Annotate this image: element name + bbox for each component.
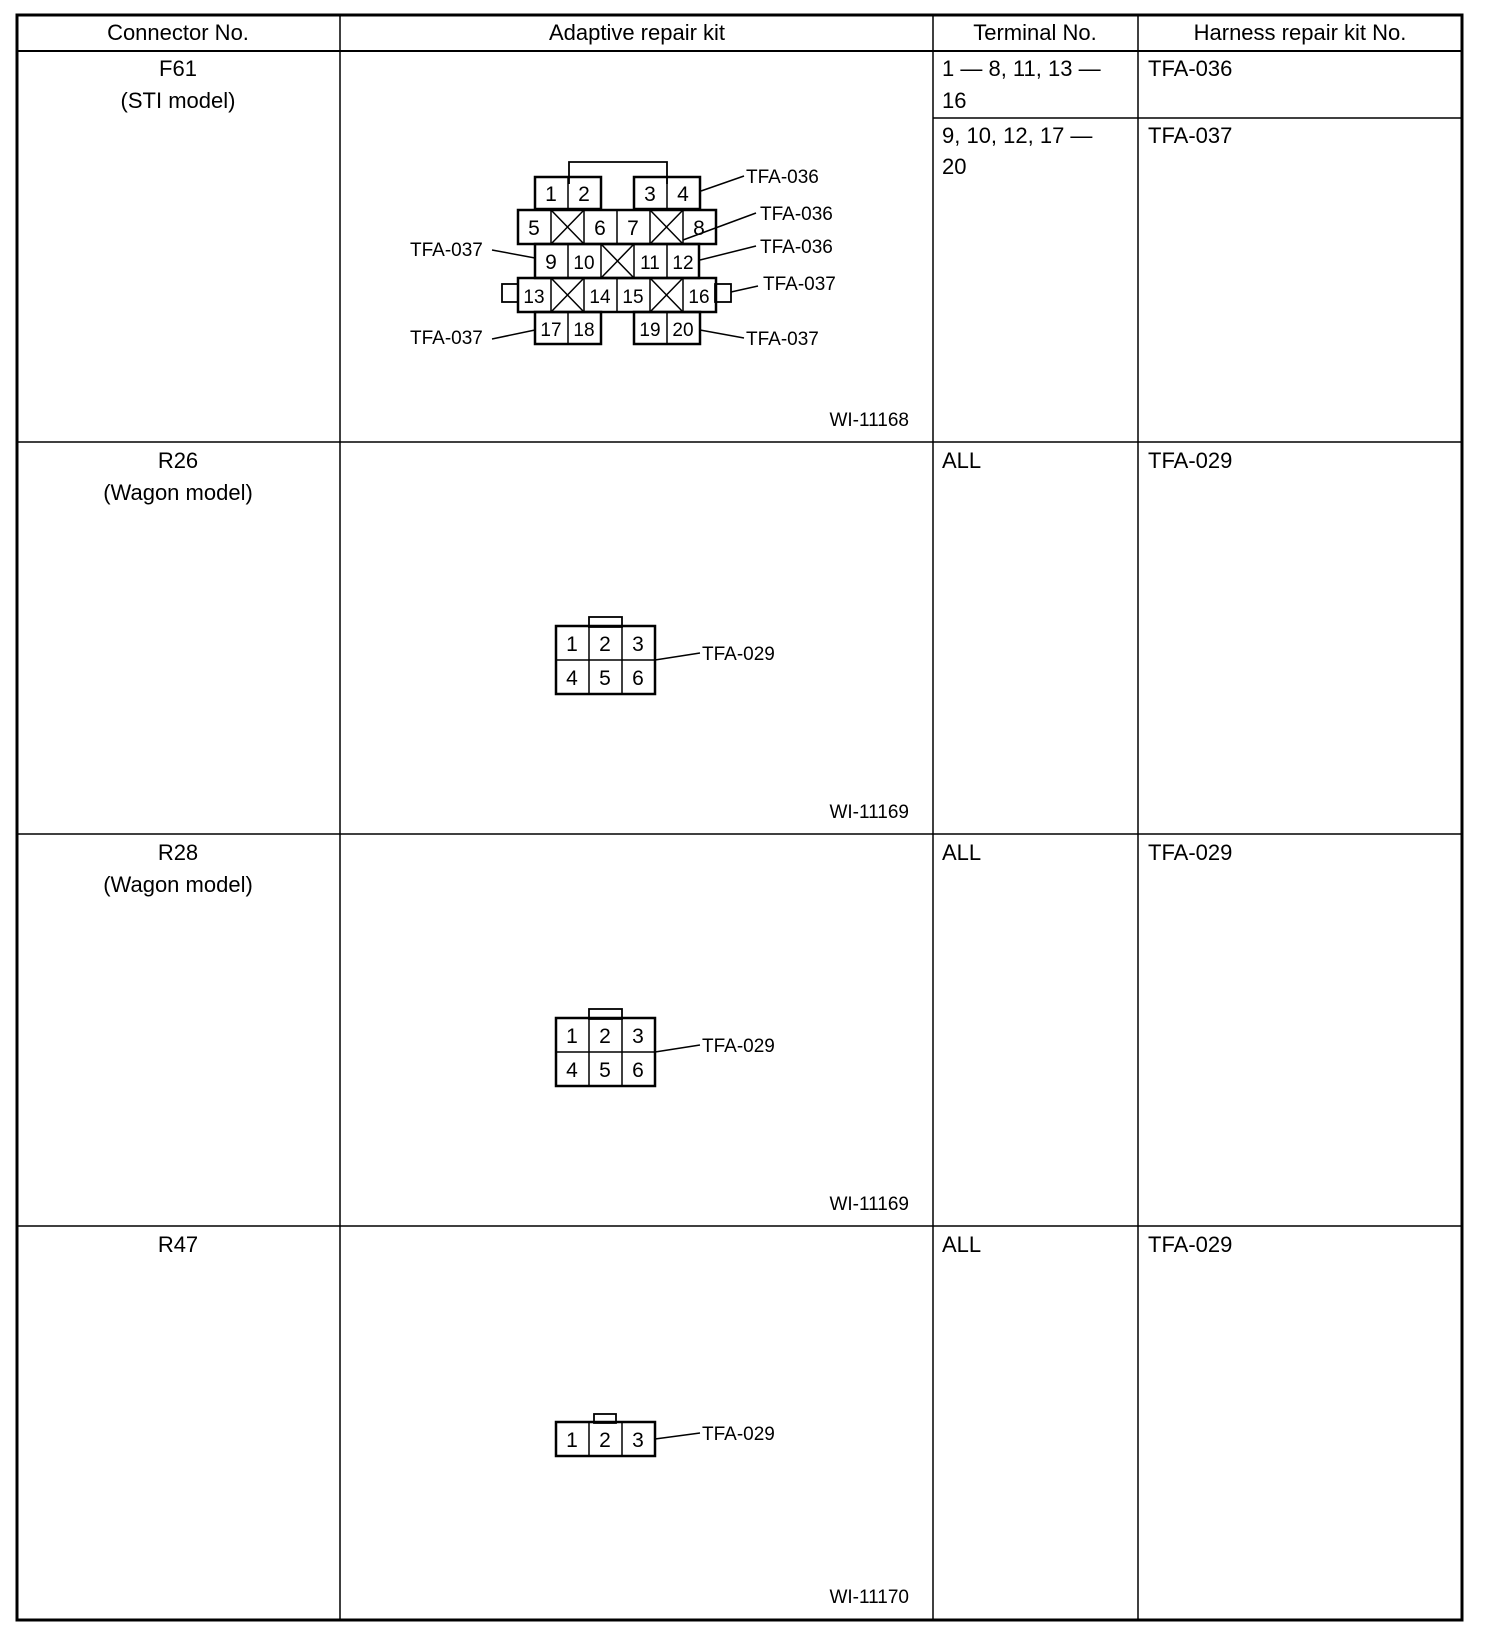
harness-kit-no: TFA-029: [1148, 1232, 1233, 1257]
connector-pin-numbers: [566, 633, 644, 690]
harness-kit-no: TFA-036: [1148, 56, 1233, 81]
pin-number: 20: [672, 320, 694, 341]
pin-number: 7: [627, 217, 639, 240]
terminal-no-cont: 20: [942, 154, 967, 179]
connector-pin-numbers: [566, 1025, 644, 1082]
pin-number: 11: [640, 253, 660, 274]
callout-label: TFA-037: [410, 328, 483, 349]
connector-no: R26: [157, 448, 199, 473]
pin-number: 6: [632, 667, 644, 690]
connector-model: (STI model): [120, 88, 236, 113]
table-row: [103, 840, 1232, 1215]
terminal-no: 1 — 8, 11, 13 —: [942, 56, 1101, 81]
pin-number: 16: [688, 287, 710, 308]
connector-model: (Wagon model): [103, 872, 253, 897]
pin-number: 2: [599, 633, 611, 656]
terminal-no: ALL: [942, 840, 982, 865]
pin-number: 1: [566, 1429, 578, 1452]
pin-number: 13: [523, 287, 545, 308]
pin-number: 3: [632, 1429, 644, 1452]
connector-no: R28: [157, 840, 199, 865]
pin-number: 4: [566, 667, 578, 690]
connector-callouts: [410, 167, 836, 350]
pin-number: 3: [632, 633, 644, 656]
figure-id: WI-11169: [829, 1194, 909, 1215]
connector-model: (Wagon model): [103, 480, 253, 505]
callout-label: TFA-036: [746, 167, 819, 188]
header-harness-repair-kit-no: Harness repair kit No.: [1193, 20, 1407, 45]
pin-number: 2: [599, 1025, 611, 1048]
callout-label: TFA-036: [760, 204, 833, 225]
pin-number: 1: [566, 1025, 578, 1048]
connector-diagram-f61: [492, 162, 758, 344]
harness-kit-no: TFA-037: [1148, 123, 1233, 148]
pin-number: 3: [644, 183, 656, 206]
pin-number: 2: [599, 1429, 611, 1452]
pin-number: 14: [589, 287, 611, 308]
pin-number: 18: [573, 320, 595, 341]
connector-pin-numbers: [566, 1429, 644, 1452]
pin-number: 3: [632, 1025, 644, 1048]
callout-label: TFA-037: [746, 329, 819, 350]
pin-number: 9: [545, 251, 557, 274]
table-row: [158, 1232, 1233, 1608]
callout-label: TFA-037: [410, 240, 483, 261]
figure-id: WI-11168: [829, 410, 909, 431]
figure-id: WI-11169: [829, 802, 909, 823]
pin-number: 17: [540, 320, 562, 341]
callout-label: TFA-029: [702, 1036, 775, 1057]
pin-number: 2: [578, 183, 590, 206]
table-row: [103, 448, 1232, 823]
pin-number: 8: [693, 217, 705, 240]
terminal-no: 9, 10, 12, 17 —: [942, 123, 1093, 148]
callout-label: TFA-036: [760, 237, 833, 258]
table-row: [121, 56, 1233, 431]
pin-number: 10: [573, 253, 595, 274]
table-grid: [17, 15, 1462, 1620]
callout-label: TFA-037: [763, 274, 836, 295]
header-connector-no: Connector No.: [107, 20, 249, 45]
harness-kit-no: TFA-029: [1148, 448, 1233, 473]
pin-number: 5: [528, 217, 540, 240]
pin-number: 5: [599, 1059, 611, 1082]
harness-kit-no: TFA-029: [1148, 840, 1233, 865]
pin-number: 6: [632, 1059, 644, 1082]
pin-number: 6: [594, 217, 606, 240]
pin-number: 5: [599, 667, 611, 690]
pin-number: 1: [566, 633, 578, 656]
terminal-no: ALL: [942, 1232, 982, 1257]
header-adaptive-repair-kit: Adaptive repair kit: [548, 20, 726, 45]
pin-number: 4: [677, 183, 689, 206]
terminal-no: ALL: [942, 448, 982, 473]
callout-label: TFA-029: [702, 1424, 775, 1445]
header-terminal-no: Terminal No.: [973, 20, 1097, 45]
pin-number: 19: [639, 320, 661, 341]
pin-number: 1: [545, 183, 557, 206]
table-header: [107, 20, 1406, 45]
terminal-no-cont: 16: [942, 88, 967, 113]
pin-number: 4: [566, 1059, 578, 1082]
connector-no: R47: [157, 1232, 199, 1257]
callout-label: TFA-029: [702, 644, 775, 665]
figure-id: WI-11170: [829, 1587, 909, 1608]
connector-no: F61: [159, 56, 197, 81]
pin-number: 12: [672, 253, 694, 274]
pin-number: 15: [622, 287, 644, 308]
